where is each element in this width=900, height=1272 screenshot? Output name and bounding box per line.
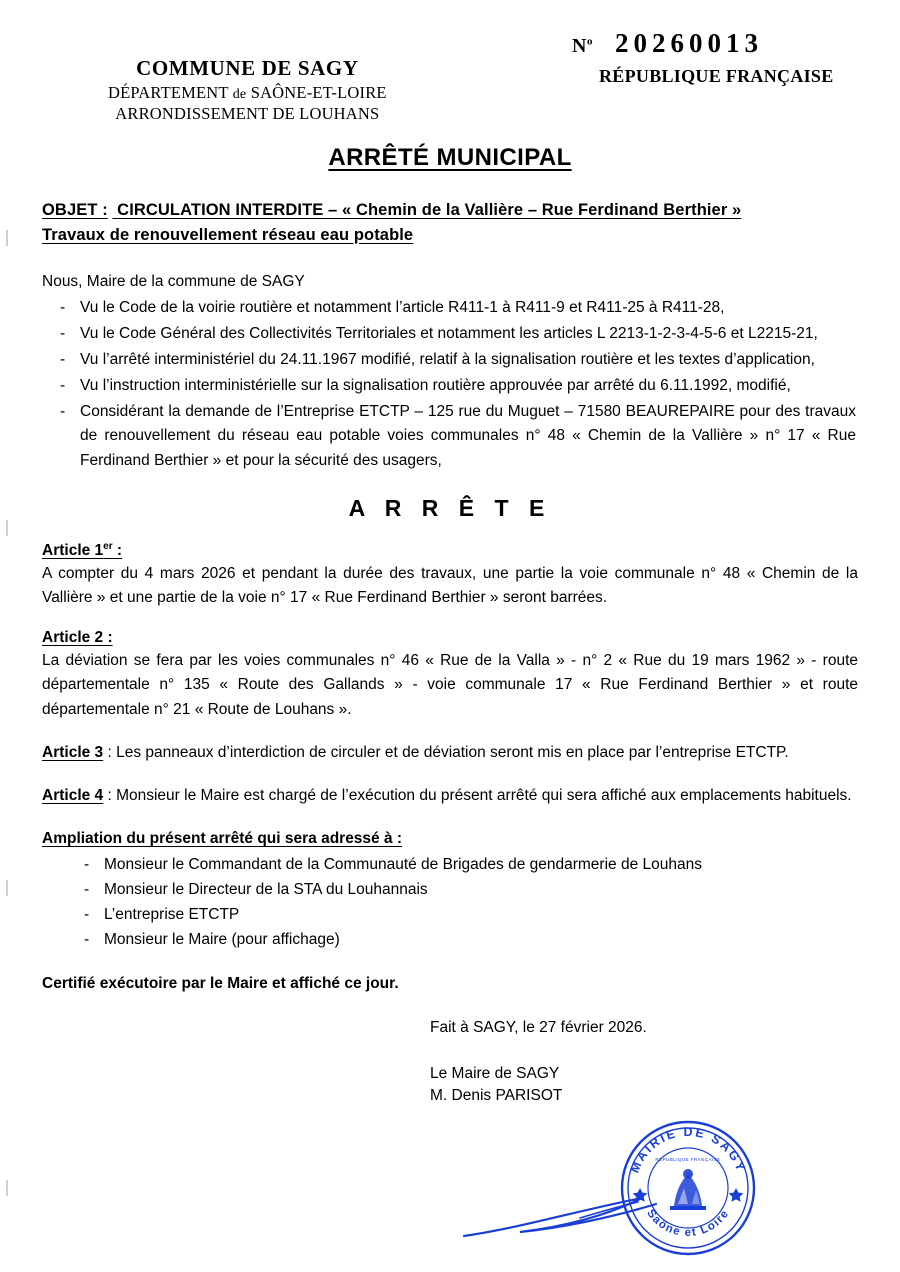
- svg-text:Saône et Loire: Saône et Loire: [644, 1207, 732, 1240]
- list-item-text: Vu le Code de la voirie routière et notamment l’article R411-1 à R411-9 et R411-25 à R411-28,: [80, 298, 725, 316]
- article-2: [42, 629, 858, 722]
- list-item: [42, 400, 858, 473]
- article-2-heading: Article 2 :: [42, 629, 113, 647]
- list-item-text: Vu le Code Général des Collectivités Territoriales et notamment les articles L 2213-1-2-3-4-5-6 et L2215-21,: [80, 324, 818, 342]
- article-2-text: La déviation se fera par les voies communales n° 46 « Rue de la Valla » - n° 2 « Rue du 19 mars 1962 » - route départementale n° 135 « Route des Gallands » - voie communale 17 « Rue Ferdinand Berthier » et route départementale n° 21 « Route de Louhans ».: [42, 652, 858, 718]
- numero-label-sup: o: [586, 35, 593, 48]
- article-3-heading: Article 3: [42, 743, 104, 761]
- departement-pre: DÉPARTEMENT: [108, 83, 229, 102]
- dash-marker: -: [84, 906, 90, 924]
- dash-marker: -: [60, 298, 66, 316]
- article-4-heading: Article 4: [42, 786, 104, 804]
- departement-line: [108, 83, 387, 103]
- article-3-text: : Les panneaux d’interdiction de circuler et de déviation seront mis en place par l’entreprise ETCTP.: [103, 743, 789, 761]
- list-item-text: Considérant la demande de l’Entreprise ETCTP – 125 rue du Muguet – 71580 BEAUREPAIRE pour des travaux de renouvellement du réseau eau potable voies communales n° 48 « Chemin de la Vallière » n° 17 « Rue Ferdinand Berthier » et pour la sécurité des usagers,: [80, 403, 856, 469]
- list-item: [42, 374, 858, 398]
- list-item: [42, 348, 858, 372]
- list-item: [42, 927, 858, 952]
- dash-marker: -: [60, 324, 66, 342]
- article-1-text: A compter du 4 mars 2026 et pendant la durée des travaux, une partie la voie communale n° 48 « Chemin de la Vallière » et une partie de la voie n° 17 « Rue Ferdinand Berthier » seront barrées.: [42, 564, 858, 607]
- arrete-heading: A R R Ê T E: [348, 494, 552, 521]
- document-header: [42, 18, 858, 128]
- list-item: [42, 877, 858, 902]
- objet-line-2: Travaux de renouvellement réseau eau potable: [42, 225, 414, 244]
- intro-text: Nous, Maire de la commune de SAGY: [42, 272, 305, 290]
- considerations-list: [42, 296, 858, 473]
- svg-text:RÉPUBLIQUE FRANÇAISE: RÉPUBLIQUE FRANÇAISE: [655, 1157, 721, 1162]
- departement-de: de: [232, 87, 247, 102]
- certification-text: Certifié exécutoire par le Maire et affiché ce jour.: [42, 974, 399, 992]
- signature-block: [430, 1063, 858, 1108]
- list-item: [42, 296, 858, 320]
- dash-marker: -: [84, 931, 90, 949]
- article-4: [42, 784, 858, 808]
- numero-label-text: N: [572, 35, 587, 57]
- dash-marker: -: [60, 350, 66, 368]
- dash-marker: -: [84, 881, 90, 899]
- list-item-text: Monsieur le Commandant de la Communauté de Brigades de gendarmerie de Louhans: [104, 856, 702, 874]
- commune-name: COMMUNE DE SAGY: [136, 56, 359, 80]
- objet-line-1: CIRCULATION INTERDITE – « Chemin de la Vallière – Rue Ferdinand Berthier »: [117, 201, 742, 219]
- article-1-heading: [42, 541, 858, 560]
- signature-name: M. Denis PARISOT: [430, 1086, 563, 1104]
- numero-block: [572, 28, 763, 59]
- article-1-heading-text: Article 1: [42, 541, 104, 559]
- objet-label: OBJET :: [42, 201, 108, 219]
- ampliation-title: Ampliation du présent arrêté qui sera adressé à :: [42, 830, 403, 848]
- list-item-text: Monsieur le Directeur de la STA du Louhannais: [104, 881, 428, 899]
- objet-block: [42, 198, 858, 248]
- article-4-text: : Monsieur le Maire est chargé de l’exécution du présent arrêté qui sera affiché aux emplacements habituels.: [103, 786, 852, 804]
- republique-francaise: RÉPUBLIQUE FRANÇAISE: [599, 66, 834, 86]
- article-1: [42, 541, 858, 611]
- arrondissement-line: ARRONDISSEMENT DE LOUHANS: [115, 104, 380, 123]
- list-item-text: Vu l’instruction interministérielle sur la signalisation routière approuvée par arrêté du 6.11.1992, modifié,: [80, 377, 791, 395]
- stamp-area: [600, 1110, 780, 1260]
- dash-marker: -: [60, 377, 66, 395]
- list-item: [42, 322, 858, 346]
- place-date-line: Fait à SAGY, le 27 février 2026.: [430, 1018, 647, 1036]
- commune-block: [108, 56, 387, 124]
- signature-role: Le Maire de SAGY: [430, 1064, 560, 1082]
- article-3: [42, 741, 858, 765]
- numero-label: [572, 35, 593, 58]
- list-item-text: Monsieur le Maire (pour affichage): [104, 931, 340, 949]
- numero-value: 20260013: [614, 28, 763, 58]
- page-title: ARRÊTÉ MUNICIPAL: [328, 144, 572, 171]
- list-item-text: Vu l’arrêté interministériel du 24.11.1967 modifié, relatif à la signalisation routière et les textes d’application,: [80, 350, 815, 368]
- svg-text:MAIRIE DE SAGY: MAIRIE DE SAGY: [627, 1124, 749, 1175]
- departement-post: SAÔNE-ET-LOIRE: [250, 83, 387, 102]
- list-item: [42, 852, 858, 877]
- official-seal-stamp: [618, 1118, 758, 1258]
- article-1-heading-sup: er: [103, 540, 113, 552]
- ampliation-list: [42, 852, 858, 952]
- dash-marker: -: [84, 856, 90, 874]
- list-item-text: L’entreprise ETCTP: [104, 906, 240, 924]
- dash-marker: -: [60, 403, 66, 421]
- article-1-heading-suffix: :: [112, 541, 123, 559]
- list-item: [42, 902, 858, 927]
